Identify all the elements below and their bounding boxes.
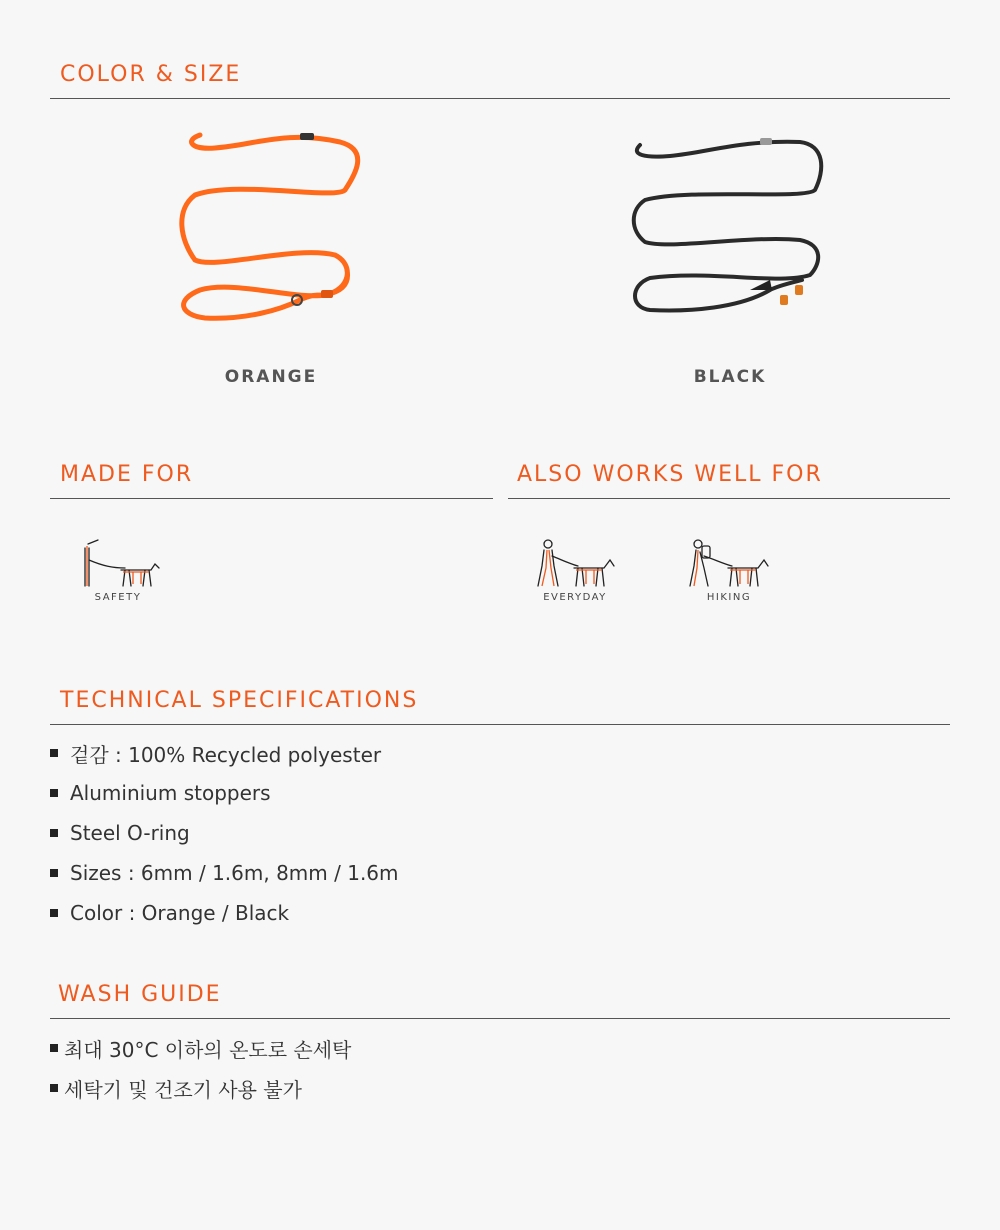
bullet-square-icon (50, 829, 58, 837)
list-item (50, 853, 399, 893)
bullet-square-icon (50, 1044, 58, 1052)
list-item (50, 813, 399, 853)
wash-list (50, 1028, 351, 1108)
spec-text: Color : Orange / Black (70, 901, 290, 925)
bullet-square-icon (50, 749, 58, 757)
wash-text: 최대 30°C 이하의 온도로 손세탁 (64, 1037, 352, 1062)
bullet-square-icon (50, 909, 58, 917)
spec-list (50, 733, 399, 933)
hiking-activity-icon (684, 538, 774, 590)
wash-text: 세탁기 및 건조기 사용 불가 (64, 1077, 302, 1102)
color-size-divider (50, 98, 950, 99)
wash-guide-heading: WASH GUIDE (58, 982, 222, 1007)
bullet-square-icon (50, 869, 58, 877)
made-for-divider (50, 498, 493, 499)
list-item (50, 1068, 351, 1108)
list-item (50, 733, 399, 773)
list-item (50, 893, 399, 933)
spec-text: Sizes : 6mm / 1.6m, 8mm / 1.6m (70, 861, 399, 885)
activity-label-everyday: EVERYDAY (543, 592, 607, 603)
activity-label-safety: SAFETY (94, 592, 142, 603)
list-item (50, 1028, 351, 1068)
wash-guide-divider (50, 1018, 950, 1019)
everyday-activity-icon (530, 538, 620, 590)
spec-text: Aluminium stoppers (70, 781, 271, 805)
also-works-divider (508, 498, 950, 499)
activity-label-hiking: HIKING (706, 592, 752, 603)
bullet-square-icon (50, 1084, 58, 1092)
activity-everyday (505, 538, 645, 603)
safety-activity-icon (73, 538, 163, 590)
color-label-orange: ORANGE (224, 367, 318, 387)
orange-leash-image (175, 120, 375, 330)
tech-specs-heading: TECHNICAL SPECIFICATIONS (60, 688, 419, 713)
list-item (50, 773, 399, 813)
color-label-black: BLACK (693, 367, 767, 387)
tech-specs-divider (50, 724, 950, 725)
bullet-square-icon (50, 789, 58, 797)
black-leash-image (630, 130, 830, 320)
spec-text: Steel O-ring (70, 821, 190, 845)
activity-safety (48, 538, 188, 603)
made-for-heading: MADE FOR (60, 462, 194, 487)
also-works-heading: ALSO WORKS WELL FOR (517, 462, 823, 487)
activity-hiking (659, 538, 799, 603)
spec-text: 겉감 : 100% Recycled polyester (70, 742, 382, 767)
color-size-heading: COLOR & SIZE (60, 62, 242, 87)
